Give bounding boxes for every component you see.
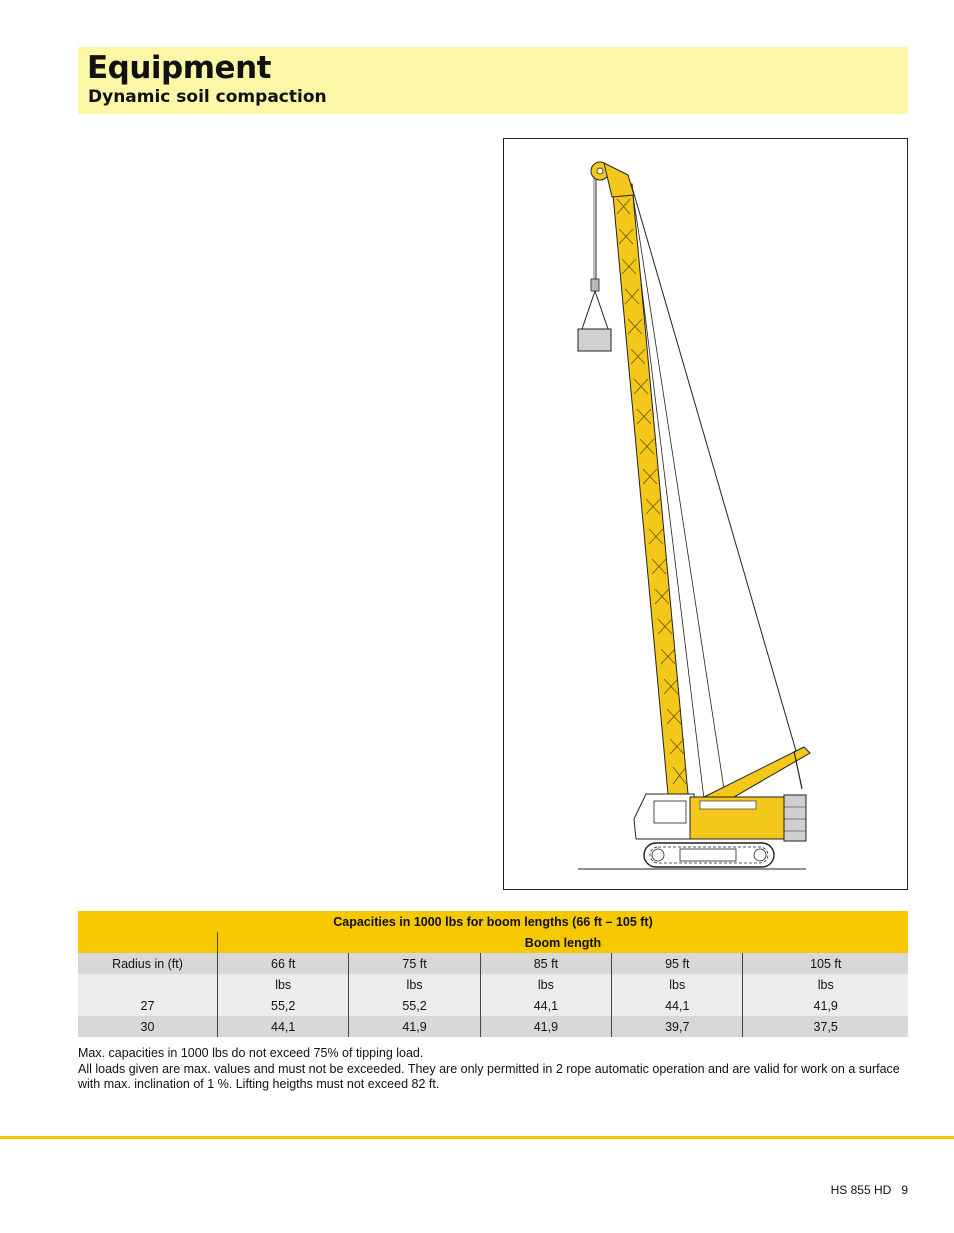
unit-cell: lbs [349,974,480,995]
boom-length-cell: 75 ft [349,953,480,974]
note-line-1: Max. capacities in 1000 lbs do not exceed 75% of tipping load. [78,1046,424,1060]
boom-length-header: Boom length [218,932,909,953]
capacity-cell: 37,5 [743,1016,908,1037]
capacity-cell: 55,2 [349,995,480,1016]
page-header [78,47,908,114]
unit-cell: lbs [218,974,349,995]
capacity-cell: 44,1 [218,1016,349,1037]
crane-figure [503,138,908,890]
model-name: HS 855 HD [830,1183,892,1197]
note-line-2: All loads given are max. values and must not be exceeded. They are only permitted in 2 rope automatic operation and are valid for work on a surface with max. inclination of 1 %. Lifting heigths must not exceed 82 ft. [78,1061,900,1091]
unit-cell: lbs [743,974,908,995]
page-title: Equipment [87,50,271,86]
page-subtitle: Dynamic soil compaction [88,87,327,107]
boom-length-cell: 66 ft [218,953,349,974]
page-footer [831,1183,908,1197]
radius-cell: 30 [78,1016,218,1037]
table-title: Capacities in 1000 lbs for boom lengths (66 ft – 105 ft) [78,911,908,932]
boom-length-cell: 85 ft [480,953,611,974]
unit-blank [78,974,218,995]
table-row [78,995,908,1016]
table-header-blank [78,932,218,953]
page-number: 9 [901,1183,908,1197]
unit-cell: lbs [480,974,611,995]
capacity-cell: 41,9 [480,1016,611,1037]
capacity-table [78,911,908,1037]
capacity-cell: 55,2 [218,995,349,1016]
boom-length-cell: 95 ft [612,953,743,974]
table-row [78,1016,908,1037]
footer-rule [0,1136,954,1139]
capacity-cell: 44,1 [612,995,743,1016]
unit-cell: lbs [612,974,743,995]
table-notes [78,1046,910,1093]
capacity-cell: 44,1 [480,995,611,1016]
radius-cell: 27 [78,995,218,1016]
radius-label: Radius in (ft) [78,953,218,974]
capacity-cell: 41,9 [743,995,908,1016]
capacity-cell: 41,9 [349,1016,480,1037]
capacity-cell: 39,7 [612,1016,743,1037]
boom-length-cell: 105 ft [743,953,908,974]
crawler-crane-icon [504,139,907,889]
